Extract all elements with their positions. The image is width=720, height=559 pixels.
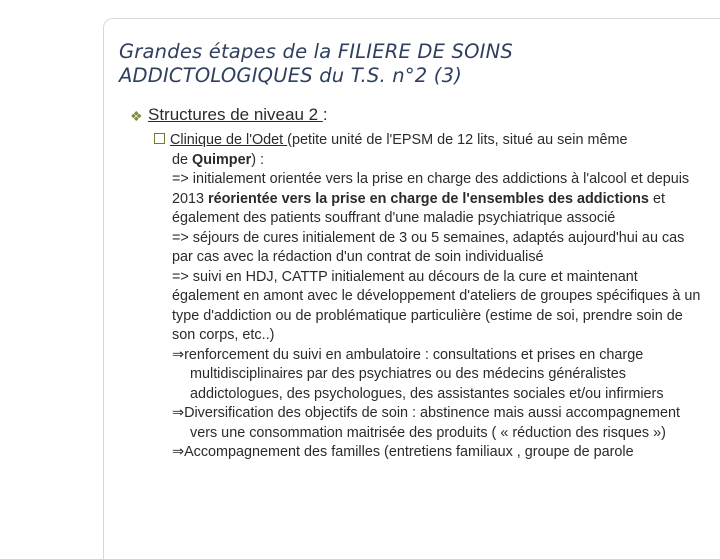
square-bullet-icon	[154, 133, 165, 144]
paragraph-suivi: => suivi en HDJ, CATTP initialement au décours de la cure et maintenant également en amont avec le développement d'ateliers de groupes spécifiques à un type d'addiction ou de problématique particulière (estime de soi, prendre soin de son corps, etc..)	[172, 268, 701, 343]
diamond-bullet-icon: ❖	[130, 108, 143, 124]
clinique-desc-end: ) :	[251, 151, 264, 168]
arrow-text-1: renforcement du suivi en ambulatoire : consultations et prises en charge multidisciplinaires par des psychiatres ou des médecins généralistes addictologues, des psychologues, des assistantes sociales et/ou infirmiers	[184, 346, 664, 402]
content-body	[154, 131, 702, 463]
p1-text-a: => initialement orientée vers la prise en charge des addictions à l'alcool et depuis 2013	[172, 171, 690, 207]
arrow-text-2: Diversification des objectifs de soin : abstinence mais aussi accompagnement vers une consommation maitrisée des produits ( « réduction des risques »)	[184, 405, 680, 441]
paragraph-orientation	[154, 170, 702, 229]
slide-title: Grandes étapes de la FILIERE DE SOINS ADDICTOLOGIQUES du T.S. n°2 (3)	[119, 40, 513, 87]
clinique-indent	[154, 152, 264, 168]
level1-underlined: Structures de niveau 2	[148, 105, 323, 124]
clinique-city: Quimper	[192, 151, 252, 168]
arrow-item-3	[154, 443, 702, 463]
level1-text	[148, 104, 328, 126]
arrow-text-3: Accompagnement des familles (entretiens familiaux , groupe de parole	[184, 444, 634, 460]
clinique-desc: (petite unité de l'EPSM de 12 lits, situé au sein même	[287, 132, 628, 148]
arrow-item-1	[154, 346, 702, 405]
level1-rest: :	[322, 105, 328, 124]
p1-text-bold: réorientée vers la prise en charge de l'ensembles des addictions	[208, 190, 649, 207]
arrow-icon: ⇒	[172, 444, 185, 460]
clinique-item	[154, 131, 702, 170]
arrow-icon: ⇒	[172, 405, 185, 421]
clinique-name: Clinique de l'Odet	[170, 132, 288, 148]
clinique-prefix: de	[172, 151, 193, 168]
p1-text-c: et également des patients souffrant d'une maladie psychiatrique associé	[172, 190, 665, 226]
paragraph-sejours: => séjours de cures initialement de 3 ou 5 semaines, adaptés aujourd'hui au cas par cas avec la rédaction d'un contrat de soin individualisé	[172, 229, 685, 265]
arrow-item-2	[154, 404, 702, 443]
arrow-icon: ⇒	[172, 346, 185, 363]
